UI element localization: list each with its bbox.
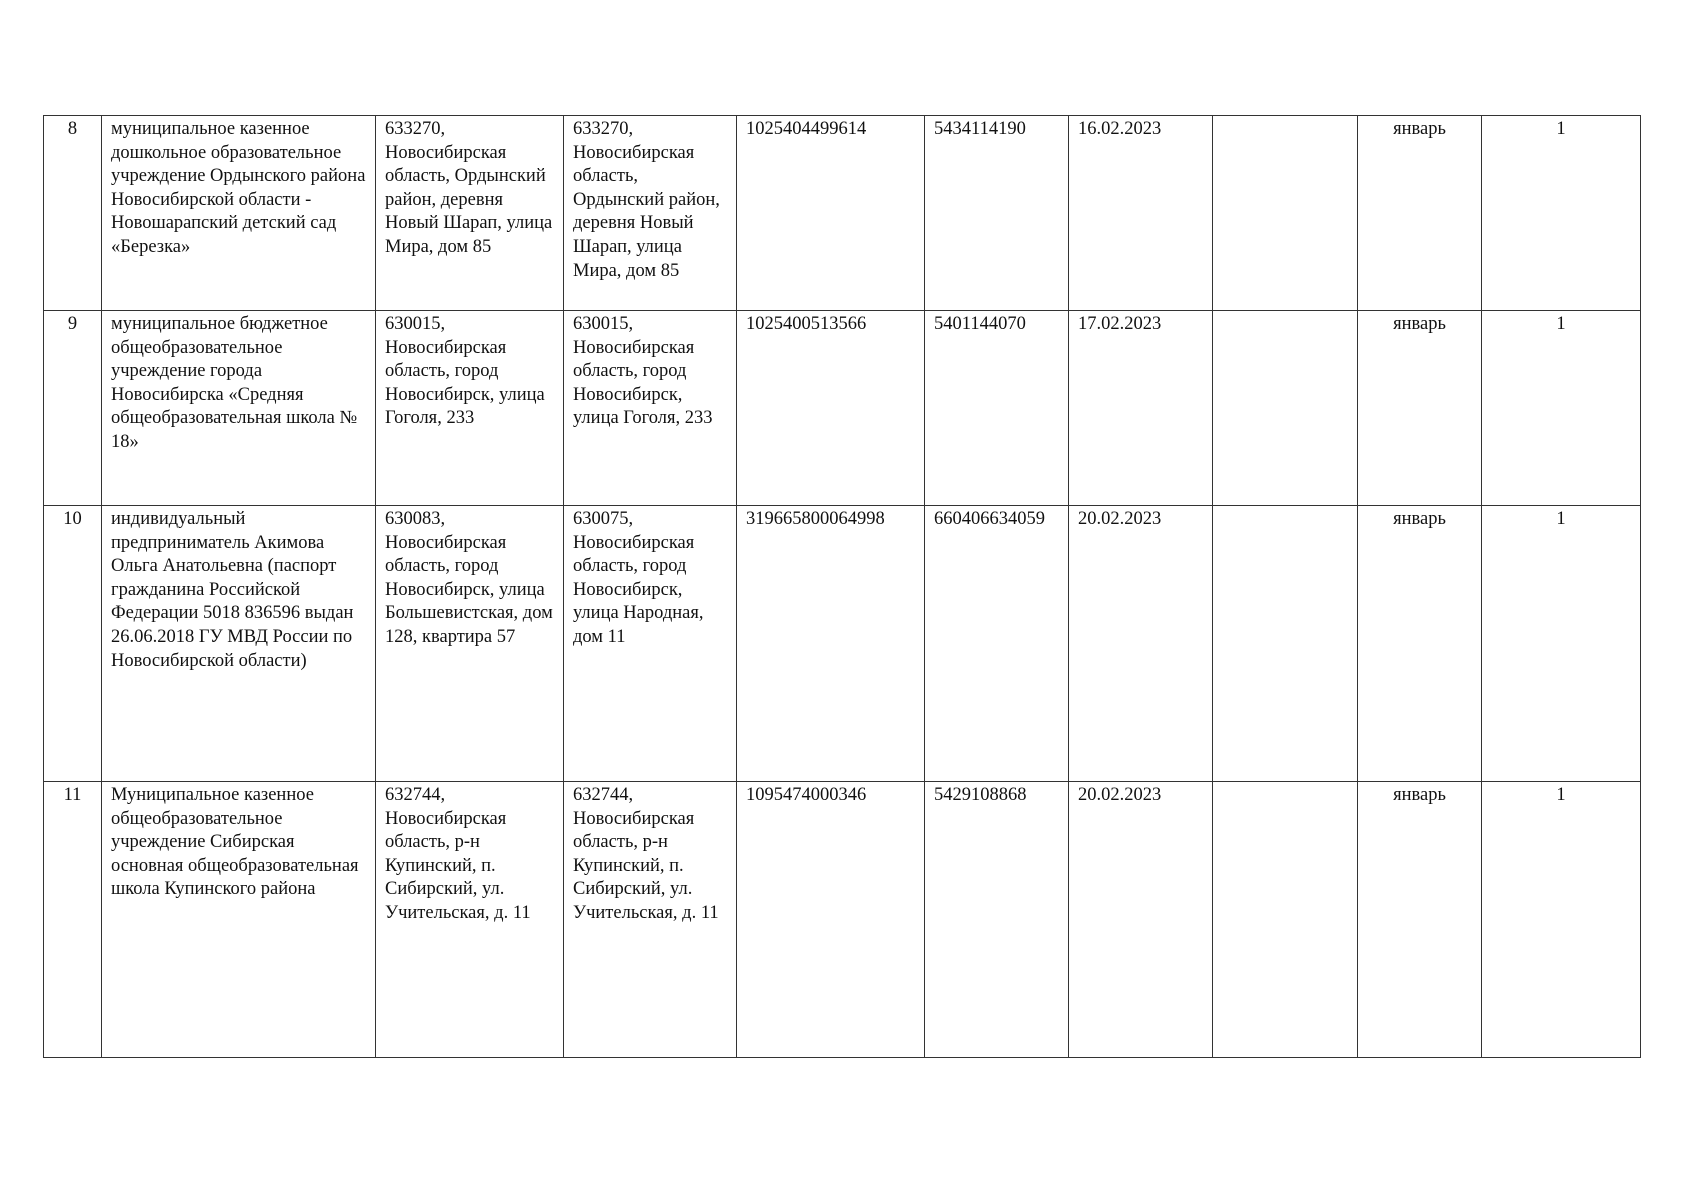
table-row — [44, 782, 1641, 1058]
month-value: январь — [1358, 311, 1482, 506]
count-value: 1 — [1482, 506, 1641, 782]
row-number: 10 — [44, 506, 102, 782]
date-value: 17.02.2023 — [1069, 311, 1213, 506]
count-value: 1 — [1482, 782, 1641, 1058]
legal-address: 632744, Новосибирская область, р-н Купинский, п. Сибирский, ул. Учительская, д. 11 — [376, 782, 564, 1058]
actual-address: 632744, Новосибирская область, р-н Купинский, п. Сибирский, ул. Учительская, д. 11 — [564, 782, 737, 1058]
month-value: январь — [1358, 506, 1482, 782]
table-row — [44, 506, 1641, 782]
count-value: 1 — [1482, 116, 1641, 311]
inn-value: 5401144070 — [925, 311, 1069, 506]
actual-address: 633270, Новосибирская область, Ордынский район, деревня Новый Шарап, улица Мира, дом 85 — [564, 116, 737, 311]
organization-name: муниципальное бюджетное общеобразовательное учреждение города Новосибирска «Средняя общеобразовательная школа № 18» — [102, 311, 376, 506]
inspection-registry-table — [43, 115, 1641, 1058]
empty-cell — [1213, 311, 1358, 506]
legal-address: 633270, Новосибирская область, Ордынский район, деревня Новый Шарап, улица Мира, дом 85 — [376, 116, 564, 311]
date-value: 20.02.2023 — [1069, 506, 1213, 782]
ogrn-value: 1025400513566 — [737, 311, 925, 506]
actual-address: 630015, Новосибирская область, город Новосибирск, улица Гоголя, 233 — [564, 311, 737, 506]
organization-name: индивидуальный предприниматель Акимова Ольга Анатольевна (паспорт гражданина Российской Федерации 5018 836596 выдан 26.06.2018 ГУ МВД России по Новосибирской области) — [102, 506, 376, 782]
ogrn-value: 1095474000346 — [737, 782, 925, 1058]
month-value: январь — [1358, 116, 1482, 311]
table-row — [44, 116, 1641, 311]
table-row — [44, 311, 1641, 506]
legal-address: 630083, Новосибирская область, город Новосибирск, улица Большевистская, дом 128, квартира 57 — [376, 506, 564, 782]
empty-cell — [1213, 116, 1358, 311]
empty-cell — [1213, 782, 1358, 1058]
empty-cell — [1213, 506, 1358, 782]
actual-address: 630075, Новосибирская область, город Новосибирск, улица Народная, дом 11 — [564, 506, 737, 782]
organization-name: Муниципальное казенное общеобразовательное учреждение Сибирская основная общеобразовательная школа Купинского района — [102, 782, 376, 1058]
row-number: 8 — [44, 116, 102, 311]
legal-address: 630015, Новосибирская область, город Новосибирск, улица Гоголя, 233 — [376, 311, 564, 506]
date-value: 20.02.2023 — [1069, 782, 1213, 1058]
inn-value: 660406634059 — [925, 506, 1069, 782]
row-number: 11 — [44, 782, 102, 1058]
ogrn-value: 319665800064998 — [737, 506, 925, 782]
ogrn-value: 1025404499614 — [737, 116, 925, 311]
count-value: 1 — [1482, 311, 1641, 506]
inn-value: 5434114190 — [925, 116, 1069, 311]
row-number: 9 — [44, 311, 102, 506]
date-value: 16.02.2023 — [1069, 116, 1213, 311]
month-value: январь — [1358, 782, 1482, 1058]
organization-name: муниципальное казенное дошкольное образовательное учреждение Ордынского района Новосибирской области - Новошарапский детский сад «Березка» — [102, 116, 376, 311]
inn-value: 5429108868 — [925, 782, 1069, 1058]
